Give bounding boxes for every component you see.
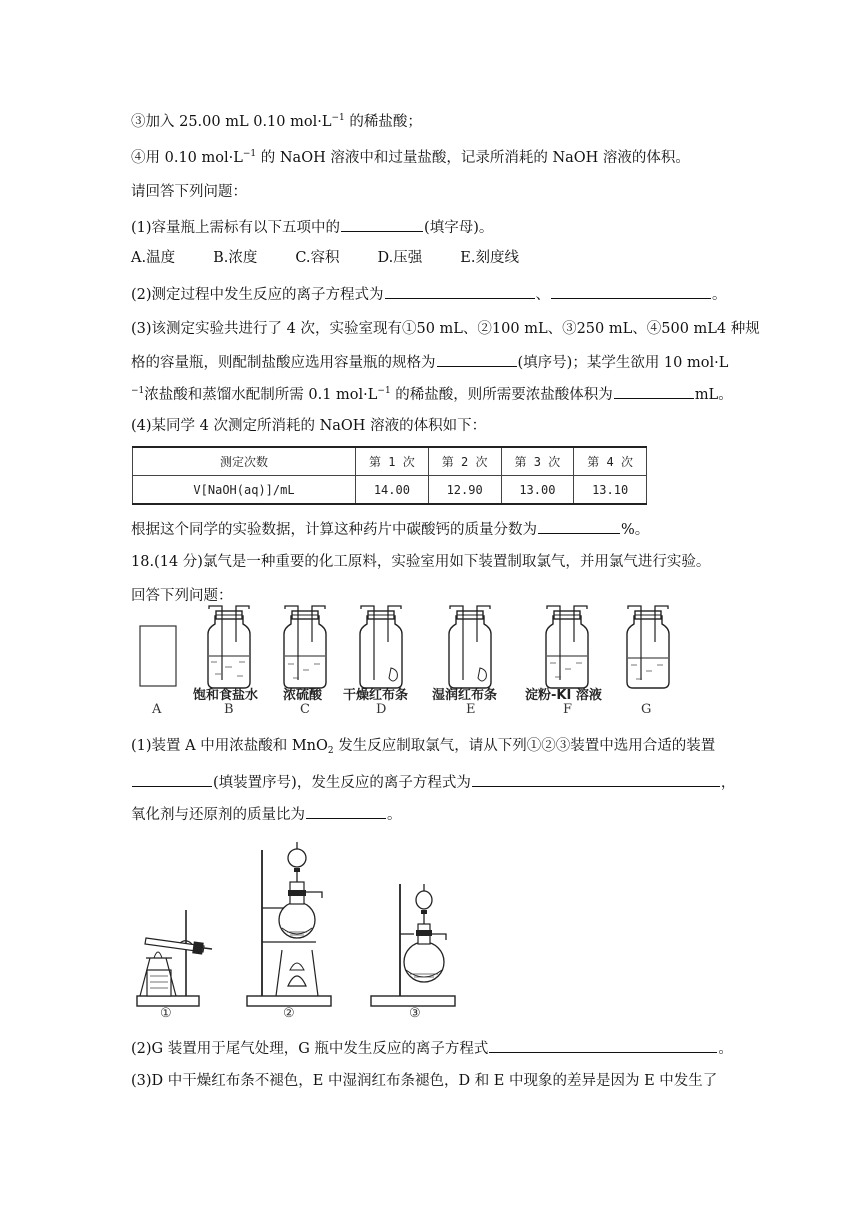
step-4-text: ④用 0.10 $mol\cdot L^{-1}$ 的 NaOH 溶液中和过量盐酸，记录所消耗的 NaOH 溶液的体积。	[131, 149, 690, 166]
question-1-options	[131, 248, 557, 268]
table-cell: 13.00	[501, 476, 574, 505]
question-3-line1: (3)该测定实验共进行了 4 次，实验室现有①50 mL、②100 mL、③250 mL、④500 mL4 种规	[131, 321, 760, 337]
sub-question-2: (2)G 装置用于尾气处理，G 瓶中发生反应的离子方程式 。	[131, 1037, 733, 1059]
table-header-cell: 第 2 次	[428, 447, 501, 476]
apparatus-a	[140, 626, 176, 686]
apparatus-g	[627, 606, 669, 688]
option-c: C.容积	[295, 250, 340, 266]
question-3-line2: 格的容量瓶，则配制盐酸应选用容量瓶的规格为 (填序号)；某学生欲用 10 mol·L	[131, 351, 728, 373]
apparatus-c	[284, 606, 326, 688]
question-1: (1)容量瓶上需标有以下五项中的 (填字母)。	[131, 216, 493, 238]
instruction-text: 请回答下列问题：	[131, 184, 247, 200]
answer-blank-2b[interactable]	[551, 283, 711, 299]
naoh-volume-table	[132, 446, 647, 505]
apparatus-b	[208, 606, 250, 688]
answer-blank-s1a[interactable]	[132, 771, 212, 787]
label-conc-sulfuric: 浓硫酸	[283, 688, 323, 703]
label-wet-red-cloth: 湿润红布条	[432, 688, 498, 703]
apparatus-e	[449, 606, 491, 688]
answer-blank-2a[interactable]	[385, 283, 535, 299]
table-header-row	[133, 447, 647, 476]
table-header-cell: 第 1 次	[356, 447, 429, 476]
step-3-text: ③加入 25.00 mL 0.10 $mol\cdot L^{-1}$ 的稀盐酸；	[131, 113, 422, 130]
label-dry-red-cloth: 干燥红布条	[343, 688, 409, 703]
question-2: (2)测定过程中发生反应的离子方程式为 、 。	[131, 283, 727, 305]
table-row	[133, 476, 647, 505]
question-4-calc: 根据这个同学的实验数据，计算这种药片中碳酸钙的质量分数为 %。	[131, 518, 649, 540]
answer-blank-s1c[interactable]	[306, 803, 386, 819]
answer-blank-3a[interactable]	[437, 351, 517, 367]
setup-2	[247, 842, 331, 1006]
question-4: (4)某同学 4 次测定所消耗的 NaOH 溶液的体积如下：	[131, 418, 487, 434]
question-18-prompt: 回答下列问题：	[131, 588, 233, 604]
letter-b: B	[224, 702, 234, 717]
apparatus-f	[546, 606, 588, 688]
letter-e: E	[466, 702, 476, 717]
apparatus-row	[0, 612, 860, 732]
setup-number-2: ②	[283, 1006, 295, 1021]
sub-question-1-line1: (1)装置 A 中用浓盐酸和 MnO$_2$ 发生反应制取氯气，请从下列①②③装置中选用合适的装置	[131, 738, 716, 756]
setup-1	[137, 910, 212, 1006]
letter-a: A	[152, 702, 162, 717]
label-saturated-brine: 饱和食盐水	[193, 688, 259, 703]
answer-blank-s2[interactable]	[489, 1037, 717, 1053]
setup-number-3: ③	[409, 1006, 421, 1021]
table-cell: 14.00	[356, 476, 429, 505]
table-header-cell: 第 4 次	[574, 447, 647, 476]
letter-c: C	[300, 702, 310, 717]
table-header-cell: 第 3 次	[501, 447, 574, 476]
option-b: B.浓度	[213, 250, 258, 266]
answer-blank-4[interactable]	[538, 518, 620, 534]
option-e: E.刻度线	[460, 250, 519, 266]
question-3-line3: $^{-1}$浓盐酸和蒸馏水配制所需 0.1 $mol\cdot L^{-1}$ 的稀盐酸，则所需要浓盐酸体积为 mL。	[131, 383, 733, 405]
setup-number-1: ①	[160, 1006, 172, 1021]
letter-g: G	[641, 702, 652, 717]
answer-blank-1[interactable]	[341, 216, 423, 232]
option-a: A.温度	[131, 250, 176, 266]
letter-f: F	[563, 702, 573, 717]
table-cell: 13.10	[574, 476, 647, 505]
sub-question-3: (3)D 中干燥红布条不褪色，E 中湿润红布条褪色，D 和 E 中现象的差异是因为 E 中发生了	[131, 1073, 718, 1089]
apparatus-d	[360, 606, 402, 688]
sub-question-1-line3: 氧化剂与还原剂的质量比为 。	[131, 803, 402, 825]
label-starch-ki: 淀粉-KI 溶液	[525, 688, 602, 703]
table-header-cell: 测定次数	[133, 447, 356, 476]
table-row-label: V[NaOH(aq)]/mL	[133, 476, 356, 505]
table-cell: 12.90	[428, 476, 501, 505]
answer-blank-3b[interactable]	[614, 383, 694, 399]
answer-blank-s1b[interactable]	[472, 771, 720, 787]
question-18-intro: 18.(14 分)氯气是一种重要的化工原料，实验室用如下装置制取氯气，并用氯气进行实验。	[131, 554, 711, 570]
sub-question-1-line2: (填装置序号)，发生反应的离子方程式为 ，	[131, 771, 735, 793]
letter-d: D	[376, 702, 387, 717]
setups-figure	[0, 830, 860, 1030]
setup-3	[371, 884, 455, 1006]
option-d: D.压强	[377, 250, 423, 266]
